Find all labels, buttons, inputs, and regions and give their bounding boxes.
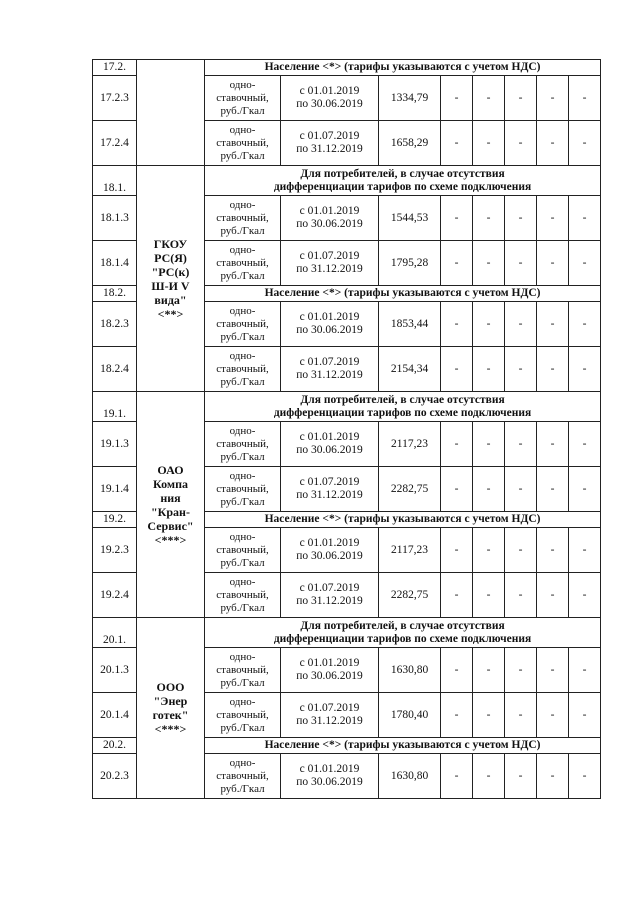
section-code: 19.2. xyxy=(93,512,137,528)
tariff-period xyxy=(281,241,379,286)
tariff-unit xyxy=(205,76,281,121)
row-code: 19.1.3 xyxy=(93,422,137,467)
tariff-unit-text: одно- ставочный, руб./Гкал xyxy=(216,198,269,237)
section-code: 20.2. xyxy=(93,738,137,754)
tariff-value: 1334,79 xyxy=(379,76,441,121)
tariff-period-text: с 01.01.2019 по 30.06.2019 xyxy=(296,431,363,456)
tariff-unit-text: одно- ставочный, руб./Гкал xyxy=(216,469,269,508)
row-code: 19.2.4 xyxy=(93,573,137,618)
empty-value-dash: - xyxy=(537,573,569,618)
tariff-period xyxy=(281,121,379,166)
row-code: 17.2.4 xyxy=(93,121,137,166)
empty-value-dash: - xyxy=(505,754,537,799)
section-title-text: Население <*> (тарифы указываются с учетом НДС) xyxy=(264,287,541,299)
empty-value-dash: - xyxy=(505,76,537,121)
tariff-value: 2154,34 xyxy=(379,347,441,392)
tariff-unit xyxy=(205,422,281,467)
empty-value-dash: - xyxy=(537,347,569,392)
tariff-unit-text: одно- ставочный, руб./Гкал xyxy=(216,530,269,569)
empty-value-dash: - xyxy=(473,573,505,618)
tariff-unit-text: одно- ставочный, руб./Гкал xyxy=(216,349,269,388)
tariff-value: 1630,80 xyxy=(379,754,441,799)
tariff-unit-text: одно- ставочный, руб./Гкал xyxy=(216,575,269,614)
empty-value-dash: - xyxy=(473,241,505,286)
empty-value-dash: - xyxy=(537,121,569,166)
tariff-period-text: с 01.07.2019 по 31.12.2019 xyxy=(296,356,363,381)
section-header-row xyxy=(93,60,601,76)
tariff-unit-text: одно- ставочный, руб./Гкал xyxy=(216,78,269,117)
tariff-value: 2282,75 xyxy=(379,467,441,512)
organization-name-text: ГКОУ РС(Я) "РС(к) Ш-И V вида" <**> xyxy=(151,236,190,321)
empty-value-dash: - xyxy=(569,241,601,286)
section-title-text: Население <*> (тарифы указываются с учетом НДС) xyxy=(264,739,541,751)
tariff-unit-text: одно- ставочный, руб./Гкал xyxy=(216,695,269,734)
section-title xyxy=(205,512,601,528)
empty-value-dash: - xyxy=(505,347,537,392)
tariff-period xyxy=(281,302,379,347)
tariff-period-text: с 01.07.2019 по 31.12.2019 xyxy=(296,130,363,155)
tariff-value: 2117,23 xyxy=(379,422,441,467)
section-header-row xyxy=(93,392,601,422)
row-code: 18.2.4 xyxy=(93,347,137,392)
section-code: 19.1. xyxy=(93,392,137,422)
empty-value-dash: - xyxy=(569,347,601,392)
tariff-period xyxy=(281,648,379,693)
empty-value-dash: - xyxy=(569,754,601,799)
empty-value-dash: - xyxy=(505,196,537,241)
empty-value-dash: - xyxy=(473,347,505,392)
empty-value-dash: - xyxy=(473,422,505,467)
empty-value-dash: - xyxy=(537,528,569,573)
empty-value-dash: - xyxy=(505,422,537,467)
empty-value-dash: - xyxy=(505,648,537,693)
section-title xyxy=(205,738,601,754)
row-code: 18.2.3 xyxy=(93,302,137,347)
tariff-unit xyxy=(205,573,281,618)
section-title xyxy=(205,618,601,648)
section-title xyxy=(205,286,601,302)
tariff-unit-text: одно- ставочный, руб./Гкал xyxy=(216,424,269,463)
tariff-period xyxy=(281,573,379,618)
section-title-text: Для потребителей, в случае отсутствия дифференциации тарифов по схеме подключения xyxy=(273,393,532,419)
empty-value-dash: - xyxy=(505,241,537,286)
tariff-unit xyxy=(205,347,281,392)
empty-value-dash: - xyxy=(537,76,569,121)
empty-value-dash: - xyxy=(473,76,505,121)
empty-value-dash: - xyxy=(441,467,473,512)
empty-value-dash: - xyxy=(473,693,505,738)
tariff-period-text: с 01.01.2019 по 30.06.2019 xyxy=(296,85,363,110)
empty-value-dash: - xyxy=(537,754,569,799)
empty-value-dash: - xyxy=(569,76,601,121)
tariff-unit-text: одно- ставочный, руб./Гкал xyxy=(216,243,269,282)
tariff-value: 1795,28 xyxy=(379,241,441,286)
row-code: 20.1.4 xyxy=(93,693,137,738)
empty-value-dash: - xyxy=(569,573,601,618)
tariff-period-text: с 01.07.2019 по 31.12.2019 xyxy=(296,702,363,727)
tariff-table-body xyxy=(93,60,601,799)
empty-value-dash: - xyxy=(505,573,537,618)
tariff-unit xyxy=(205,693,281,738)
empty-value-dash: - xyxy=(473,302,505,347)
empty-value-dash: - xyxy=(537,241,569,286)
section-code: 18.1. xyxy=(93,166,137,196)
row-code: 18.1.3 xyxy=(93,196,137,241)
tariff-value: 2282,75 xyxy=(379,573,441,618)
tariff-unit-text: одно- ставочный, руб./Гкал xyxy=(216,650,269,689)
row-code: 20.2.3 xyxy=(93,754,137,799)
empty-value-dash: - xyxy=(473,648,505,693)
empty-value-dash: - xyxy=(569,467,601,512)
tariff-value: 1853,44 xyxy=(379,302,441,347)
empty-value-dash: - xyxy=(569,528,601,573)
tariff-period-text: с 01.01.2019 по 30.06.2019 xyxy=(296,763,363,788)
empty-value-dash: - xyxy=(537,648,569,693)
empty-value-dash: - xyxy=(441,422,473,467)
tariff-period xyxy=(281,422,379,467)
empty-value-dash: - xyxy=(569,121,601,166)
row-code: 20.1.3 xyxy=(93,648,137,693)
empty-value-dash: - xyxy=(473,754,505,799)
tariff-value: 1780,40 xyxy=(379,693,441,738)
section-code: 17.2. xyxy=(93,60,137,76)
row-code: 19.2.3 xyxy=(93,528,137,573)
empty-value-dash: - xyxy=(441,347,473,392)
tariff-period-text: с 01.01.2019 по 30.06.2019 xyxy=(296,205,363,230)
tariff-value: 2117,23 xyxy=(379,528,441,573)
tariff-period-text: с 01.01.2019 по 30.06.2019 xyxy=(296,311,363,336)
tariff-value: 1658,29 xyxy=(379,121,441,166)
tariff-period xyxy=(281,528,379,573)
empty-value-dash: - xyxy=(505,693,537,738)
organization-name-text: ОАО Компа ния "Кран- Сервис" <***> xyxy=(147,462,194,547)
empty-value-dash: - xyxy=(505,121,537,166)
empty-value-dash: - xyxy=(505,302,537,347)
section-header-row xyxy=(93,618,601,648)
tariff-unit xyxy=(205,196,281,241)
empty-value-dash: - xyxy=(473,467,505,512)
empty-value-dash: - xyxy=(537,693,569,738)
empty-value-dash: - xyxy=(537,422,569,467)
tariff-period xyxy=(281,467,379,512)
row-code: 19.1.4 xyxy=(93,467,137,512)
tariff-period-text: с 01.07.2019 по 31.12.2019 xyxy=(296,250,363,275)
section-title xyxy=(205,392,601,422)
tariff-period xyxy=(281,347,379,392)
section-title xyxy=(205,60,601,76)
empty-value-dash: - xyxy=(441,196,473,241)
empty-value-dash: - xyxy=(441,754,473,799)
empty-value-dash: - xyxy=(537,302,569,347)
empty-value-dash: - xyxy=(441,302,473,347)
tariff-period-text: с 01.07.2019 по 31.12.2019 xyxy=(296,582,363,607)
empty-value-dash: - xyxy=(569,302,601,347)
tariff-unit xyxy=(205,528,281,573)
tariff-unit xyxy=(205,754,281,799)
empty-value-dash: - xyxy=(505,467,537,512)
row-code: 18.1.4 xyxy=(93,241,137,286)
section-title-text: Для потребителей, в случае отсутствия дифференциации тарифов по схеме подключения xyxy=(273,619,532,645)
tariff-unit xyxy=(205,467,281,512)
organization-name xyxy=(137,618,205,799)
empty-value-dash: - xyxy=(473,528,505,573)
empty-value-dash: - xyxy=(505,528,537,573)
empty-value-dash: - xyxy=(569,196,601,241)
empty-value-dash: - xyxy=(537,467,569,512)
row-code: 17.2.3 xyxy=(93,76,137,121)
empty-value-dash: - xyxy=(569,648,601,693)
tariff-table xyxy=(92,59,601,799)
tariff-period xyxy=(281,754,379,799)
empty-value-dash: - xyxy=(441,241,473,286)
tariff-period-text: с 01.01.2019 по 30.06.2019 xyxy=(296,537,363,562)
empty-value-dash: - xyxy=(441,648,473,693)
tariff-period xyxy=(281,76,379,121)
empty-value-dash: - xyxy=(569,422,601,467)
organization-name-text: ООО "Энер готек" <***> xyxy=(152,680,189,736)
section-header-row xyxy=(93,166,601,196)
section-title-text: Население <*> (тарифы указываются с учетом НДС) xyxy=(264,61,541,73)
organization-name xyxy=(137,60,205,166)
tariff-unit-text: одно- ставочный, руб./Гкал xyxy=(216,304,269,343)
tariff-value: 1544,53 xyxy=(379,196,441,241)
empty-value-dash: - xyxy=(537,196,569,241)
empty-value-dash: - xyxy=(473,196,505,241)
tariff-value: 1630,80 xyxy=(379,648,441,693)
tariff-unit-text: одно- ставочный, руб./Гкал xyxy=(216,756,269,795)
tariff-period xyxy=(281,693,379,738)
empty-value-dash: - xyxy=(441,528,473,573)
tariff-unit xyxy=(205,121,281,166)
organization-name xyxy=(137,392,205,618)
empty-value-dash: - xyxy=(441,693,473,738)
tariff-unit-text: одно- ставочный, руб./Гкал xyxy=(216,123,269,162)
section-title-text: Население <*> (тарифы указываются с учетом НДС) xyxy=(264,513,541,525)
section-code: 18.2. xyxy=(93,286,137,302)
tariff-unit xyxy=(205,648,281,693)
section-title xyxy=(205,166,601,196)
empty-value-dash: - xyxy=(441,76,473,121)
empty-value-dash: - xyxy=(473,121,505,166)
tariff-period-text: с 01.07.2019 по 31.12.2019 xyxy=(296,476,363,501)
empty-value-dash: - xyxy=(569,693,601,738)
organization-name xyxy=(137,166,205,392)
tariff-period xyxy=(281,196,379,241)
section-code: 20.1. xyxy=(93,618,137,648)
empty-value-dash: - xyxy=(441,121,473,166)
tariff-unit xyxy=(205,241,281,286)
tariff-unit xyxy=(205,302,281,347)
section-title-text: Для потребителей, в случае отсутствия дифференциации тарифов по схеме подключения xyxy=(273,167,532,193)
tariff-period-text: с 01.01.2019 по 30.06.2019 xyxy=(296,657,363,682)
empty-value-dash: - xyxy=(441,573,473,618)
